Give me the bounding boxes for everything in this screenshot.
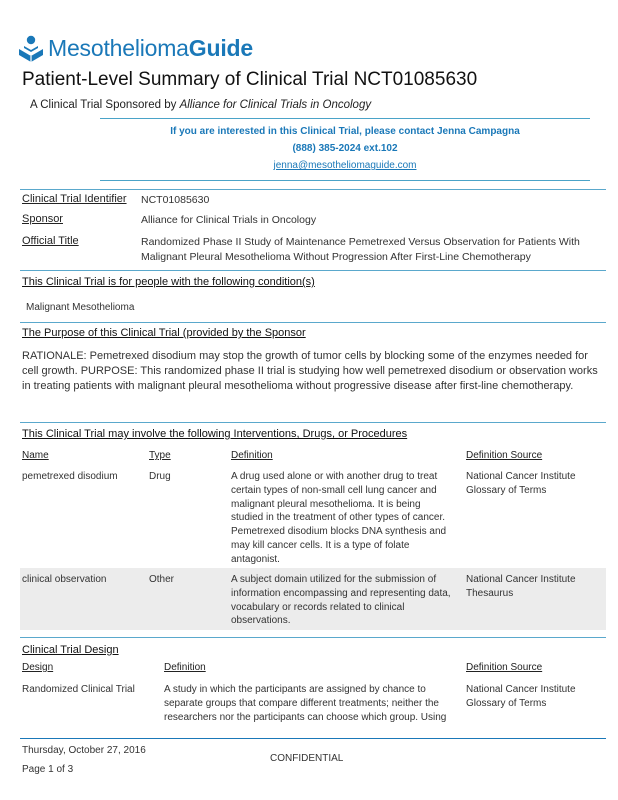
column-header-definition: Definition	[231, 450, 273, 461]
sponsor-line	[30, 99, 371, 111]
cell-definition: A subject domain utilized for the submission of information encompassing and representing data, vocabulary or records related to clinical observations.	[231, 574, 451, 627]
book-with-person-icon	[16, 33, 46, 63]
conditions-heading: This Clinical Trial is for people with the following condition(s)	[22, 276, 315, 288]
divider	[20, 422, 606, 423]
cell-type: Drug	[149, 471, 171, 482]
cell-source: National Cancer Institute Glossary of Terms	[466, 684, 576, 709]
logo-name-regular: Mesothelioma	[48, 34, 189, 61]
column-header-name: Name	[22, 450, 49, 461]
mesothelioma-guide-logo[interactable]	[16, 28, 253, 68]
cell-type: Other	[149, 574, 175, 585]
divider	[20, 189, 606, 190]
sponsor-name: Alliance for Clinical Trials in Oncology	[179, 99, 372, 111]
cell-name: pemetrexed disodium	[22, 471, 118, 482]
purpose-text: RATIONALE: Pemetrexed disodium may stop the growth of tumor cells by blocking some of the enzymes needed for cell growth. PURPOSE: This randomized phase II trial is studying how well pemetrexed disodium or observation works in treating patients with malignant pleural mesothelioma without progressive disease after first-line chemotherapy.	[22, 350, 598, 392]
condition-value: Malignant Mesothelioma	[26, 302, 135, 313]
official-title-value: Randomized Phase II Study of Maintenance Pemetrexed Versus Observation for Patients With Malignant Pleural Mesothelioma Without Progression After First-Line Chemotherapy	[141, 236, 580, 263]
interventions-heading: This Clinical Trial may involve the following Interventions, Drugs, or Procedures	[22, 428, 408, 440]
column-header-type: Type	[149, 450, 171, 461]
sponsor-label: Sponsor	[22, 213, 63, 225]
divider	[20, 637, 606, 638]
logo-name-bold: Guide	[188, 34, 253, 61]
cell-source: National Cancer Institute Glossary of Terms	[466, 471, 576, 496]
footer-date: Thursday, October 27, 2016	[22, 745, 146, 756]
divider	[20, 322, 606, 323]
sponsor-value: Alliance for Clinical Trials in Oncology	[141, 214, 317, 226]
column-header-source: Definition Source	[466, 662, 543, 673]
logo-wordmark	[48, 35, 253, 62]
identifier-value: NCT01085630	[141, 194, 210, 206]
official-title-label: Official Title	[22, 235, 79, 247]
contact-box	[100, 118, 590, 181]
cell-name: clinical observation	[22, 574, 107, 585]
column-header-definition: Definition	[164, 662, 206, 673]
identifier-label: Clinical Trial Identifier	[22, 193, 127, 205]
cell-design: Randomized Clinical Trial	[22, 684, 135, 695]
cell-definition: A study in which the participants are assigned by chance to separate groups that compare different treatments; neither the researchers nor the participants can choose which group. Using	[164, 684, 447, 723]
cell-source: National Cancer Institute Thesaurus	[466, 574, 576, 599]
contact-phone: (888) 385-2024 ext.102	[292, 143, 398, 154]
column-header-design: Design	[22, 662, 54, 673]
footer-confidential: CONFIDENTIAL	[270, 753, 344, 764]
column-header-source: Definition Source	[466, 450, 543, 461]
design-heading: Clinical Trial Design	[22, 644, 119, 656]
document-title: Patient-Level Summary of Clinical Trial NCT01085630	[22, 69, 478, 90]
cell-definition: A drug used alone or with another drug to treat certain types of non-small cell lung cancer and malignant pleural mesothelioma. It is being studied in the treatment of other types of cancer. Pemetrexed disodium blocks DNA synthesis and may kill cancer cells. It is a type of folate antagonist.	[231, 471, 447, 565]
contact-intro: If you are interested in this Clinical Trial, please contact Jenna Campagna	[170, 126, 520, 137]
footer-page-number: Page 1 of 3	[22, 764, 74, 775]
contact-email-link[interactable]: jenna@mesotheliomaguide.com	[273, 160, 417, 171]
purpose-heading: The Purpose of this Clinical Trial (provided by the Sponsor	[22, 327, 306, 339]
footer-divider	[20, 738, 606, 739]
sponsor-prefix: A Clinical Trial Sponsored by	[30, 99, 180, 111]
divider	[20, 270, 606, 271]
